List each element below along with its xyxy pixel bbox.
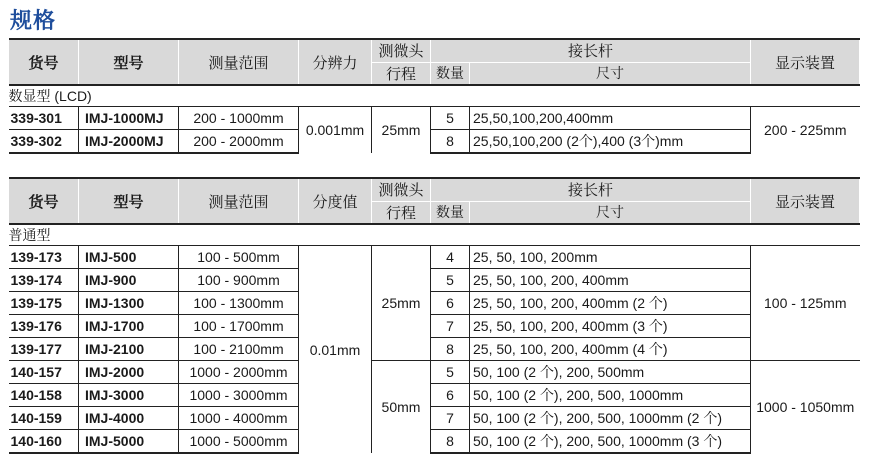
row-code: 139-177 (9, 338, 79, 361)
row-sizes: 50, 100 (2 个), 200, 500, 1000mm (470, 384, 751, 407)
row-sizes: 25,50,100,200 (2个),400 (3个)mm (470, 130, 751, 154)
header-head-bottom: 行程 (372, 201, 431, 223)
row-sizes: 25, 50, 100, 200, 400mm (3 个) (470, 315, 751, 338)
row-sizes: 25, 50, 100, 200, 400mm (2 个) (470, 292, 751, 315)
merged-display-a: 100 - 125mm (751, 246, 860, 361)
row-model: IMJ-2000MJ (79, 130, 179, 154)
table-row (9, 430, 860, 454)
merged-resolution: 0.001mm (299, 107, 372, 154)
header-model: 型号 (79, 40, 179, 84)
table-row (9, 269, 860, 292)
table-row (9, 246, 860, 269)
header-rod-size: 尺寸 (470, 62, 751, 84)
merged-stroke-a: 25mm (372, 246, 431, 361)
row-range: 100 - 500mm (179, 246, 299, 269)
table-row (9, 338, 860, 361)
row-range: 100 - 1700mm (179, 315, 299, 338)
row-code: 139-173 (9, 246, 79, 269)
row-range: 200 - 2000mm (179, 130, 299, 154)
spec-table-digital (8, 38, 860, 154)
row-model: IMJ-1700 (79, 315, 179, 338)
row-model: IMJ-900 (79, 269, 179, 292)
row-sizes: 50, 100 (2 个), 200, 500, 1000mm (2 个) (470, 407, 751, 430)
row-sizes: 25, 50, 100, 200mm (470, 246, 751, 269)
row-code: 140-157 (9, 361, 79, 384)
header-rod-top: 接长杆 (431, 179, 751, 201)
spec-table-standard (8, 177, 860, 454)
header-head-top: 测微头 (372, 179, 431, 201)
row-code: 139-175 (9, 292, 79, 315)
row-code: 339-301 (9, 107, 79, 130)
row-qty: 5 (431, 107, 470, 130)
row-sizes: 50, 100 (2 个), 200, 500, 1000mm (3 个) (470, 430, 751, 454)
merged-resolution: 0.01mm (299, 246, 372, 454)
row-sizes: 25, 50, 100, 200, 400mm (4 个) (470, 338, 751, 361)
row-code: 140-158 (9, 384, 79, 407)
row-range: 100 - 1300mm (179, 292, 299, 315)
header-rod-size: 尺寸 (470, 201, 751, 223)
section-title: 规格 (10, 8, 57, 33)
header-rod-qty: 数量 (431, 62, 470, 84)
merged-stroke-b: 50mm (372, 361, 431, 454)
header-range: 测量范围 (179, 179, 299, 223)
row-range: 1000 - 4000mm (179, 407, 299, 430)
row-model: IMJ-500 (79, 246, 179, 269)
row-range: 1000 - 2000mm (179, 361, 299, 384)
merged-display: 200 - 225mm (751, 107, 860, 154)
merged-display-b: 1000 - 1050mm (751, 361, 860, 454)
row-qty: 8 (431, 430, 470, 454)
header-head-bottom: 行程 (372, 62, 431, 84)
group-label-standard: 普通型 (8, 227, 51, 243)
header-model: 型号 (79, 179, 179, 223)
table-row (9, 384, 860, 407)
row-range: 200 - 1000mm (179, 107, 299, 130)
header-resolution: 分度值 (299, 179, 372, 223)
table-row (9, 407, 860, 430)
row-model: IMJ-4000 (79, 407, 179, 430)
row-sizes: 25, 50, 100, 200, 400mm (470, 269, 751, 292)
row-qty: 5 (431, 361, 470, 384)
row-model: IMJ-2000 (79, 361, 179, 384)
table-row (9, 130, 860, 154)
row-model: IMJ-5000 (79, 430, 179, 454)
row-sizes: 50, 100 (2 个), 200, 500mm (470, 361, 751, 384)
row-sizes: 25,50,100,200,400mm (470, 107, 751, 130)
header-head-top: 测微头 (372, 40, 431, 62)
table-row (9, 315, 860, 338)
row-model: IMJ-2100 (79, 338, 179, 361)
header-code: 货号 (9, 40, 79, 84)
row-code: 339-302 (9, 130, 79, 154)
row-range: 1000 - 5000mm (179, 430, 299, 454)
row-code: 140-160 (9, 430, 79, 454)
group-label-digital: 数显型 (LCD) (8, 88, 92, 104)
row-code: 140-159 (9, 407, 79, 430)
table-row (9, 107, 860, 130)
table-row (9, 292, 860, 315)
row-qty: 6 (431, 384, 470, 407)
row-qty: 6 (431, 292, 470, 315)
row-range: 100 - 2100mm (179, 338, 299, 361)
header-resolution: 分辨力 (299, 40, 372, 84)
header-display: 显示装置 (751, 179, 860, 223)
header-rod-top: 接长杆 (431, 40, 751, 62)
row-qty: 8 (431, 130, 470, 154)
merged-stroke: 25mm (372, 107, 431, 154)
header-rod-qty: 数量 (431, 201, 470, 223)
header-range: 测量范围 (179, 40, 299, 84)
row-qty: 4 (431, 246, 470, 269)
row-range: 100 - 900mm (179, 269, 299, 292)
row-qty: 8 (431, 338, 470, 361)
row-model: IMJ-1300 (79, 292, 179, 315)
row-code: 139-174 (9, 269, 79, 292)
row-model: IMJ-3000 (79, 384, 179, 407)
table-row (9, 361, 860, 384)
row-code: 139-176 (9, 315, 79, 338)
header-display: 显示装置 (751, 40, 860, 84)
row-qty: 7 (431, 407, 470, 430)
row-qty: 7 (431, 315, 470, 338)
row-model: IMJ-1000MJ (79, 107, 179, 130)
header-code: 货号 (9, 179, 79, 223)
row-range: 1000 - 3000mm (179, 384, 299, 407)
row-qty: 5 (431, 269, 470, 292)
